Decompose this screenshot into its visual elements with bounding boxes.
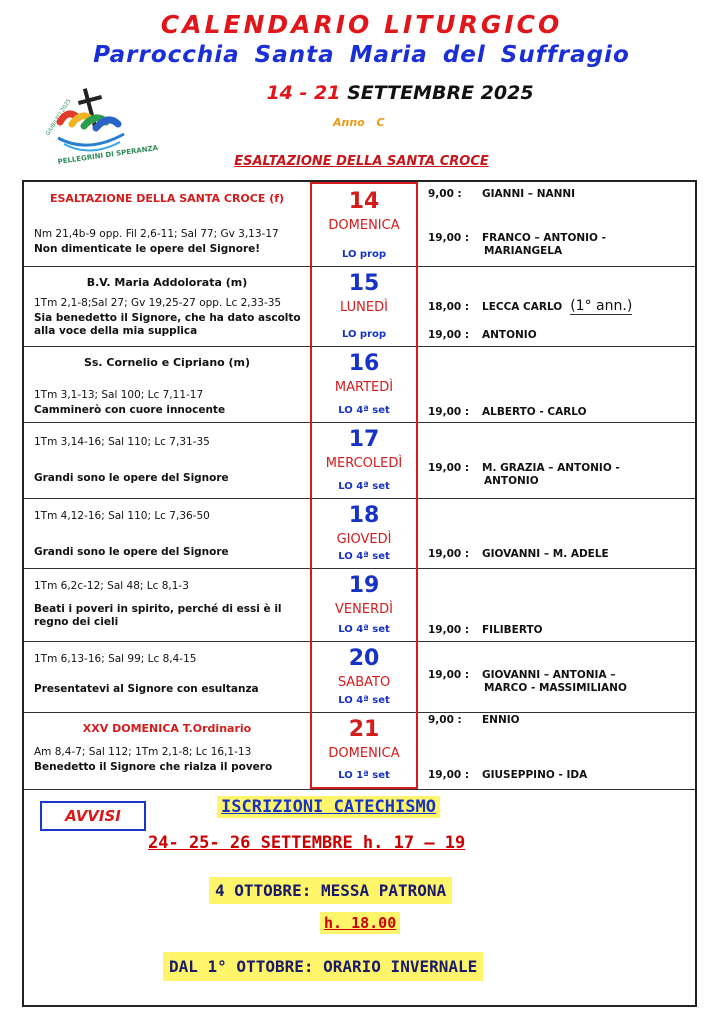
day-number: 17 xyxy=(348,427,380,452)
liturgy-of-hours: LO 4ª set xyxy=(338,405,390,416)
logo-text-bottom: PELLEGRINI DI SPERANZA xyxy=(57,143,159,166)
mass-intention xyxy=(428,232,693,258)
readings: Nm 21,4b-9 opp. Fil 2,6-11; Sal 77; Gv 3,13-17 xyxy=(34,228,279,240)
psalm-antiphon: Grandi sono le opere del Signore xyxy=(34,472,229,484)
mass-intentions-cell xyxy=(420,568,695,641)
mass-time: 19,00 : xyxy=(428,462,470,474)
day-number: 19 xyxy=(348,573,380,598)
readings: 1Tm 3,1-13; Sal 100; Lc 7,11-17 xyxy=(34,389,204,401)
weekday-name: MARTEDÌ xyxy=(334,380,394,395)
saint-name: Ss. Cornelio e Cipriano (m) xyxy=(83,356,251,369)
day-row-19 xyxy=(24,568,695,642)
mass-intention xyxy=(428,462,693,488)
catechism-notice: ISCRIZIONI CATECHISMO xyxy=(217,796,440,818)
mass-time: 19,00 : xyxy=(428,669,470,681)
day-row-18 xyxy=(24,498,695,569)
weekday-name: VENERDÌ xyxy=(335,602,393,617)
mass-names-cont: MARCO - MASSIMILIANO xyxy=(484,682,627,694)
day-row-16 xyxy=(24,346,695,423)
weekday-name: MERCOLEDÌ xyxy=(325,456,403,471)
day-number: 14 xyxy=(348,189,380,214)
day-row-21 xyxy=(24,712,695,790)
day-number: 15 xyxy=(348,271,380,296)
date-cell xyxy=(310,712,418,789)
liturgy-of-hours: LO prop xyxy=(341,249,387,260)
mass-names: GIOVANNI – ANTONIA – xyxy=(482,669,616,681)
saint-name: B.V. Maria Addolorata (m) xyxy=(86,276,248,289)
weekday-name: DOMENICA xyxy=(328,746,400,761)
readings: 1Tm 4,12-16; Sal 110; Lc 7,36-50 xyxy=(34,510,210,522)
day-row-17 xyxy=(24,422,695,499)
date-cell xyxy=(310,182,418,266)
mass-intentions-cell xyxy=(420,498,695,568)
readings: 1Tm 2,1-8;Sal 27; Gv 19,25-27 opp. Lc 2,33-35 xyxy=(34,297,282,309)
weekday-name: LUNEDÌ xyxy=(340,300,388,315)
liturgy-cell xyxy=(24,182,310,266)
mass-names-cont: MARIANGELA xyxy=(484,245,563,257)
parish-name: Parrocchia Santa Maria del Suffragio xyxy=(93,42,630,68)
liturgy-of-hours: LO 1ª set xyxy=(338,770,390,781)
notices-section xyxy=(24,789,695,1005)
liturgy-of-hours: LO prop xyxy=(341,329,387,340)
day-number: 18 xyxy=(348,503,380,528)
mass-names: ALBERTO - CARLO xyxy=(482,406,587,418)
psalm-antiphon: Grandi sono le opere del Signore xyxy=(34,546,229,558)
date-cell xyxy=(310,568,418,641)
liturgy-cell xyxy=(24,498,310,568)
liturgy-cell xyxy=(24,422,310,498)
liturgy-cell xyxy=(24,641,310,712)
avvisi-label: AVVISI xyxy=(40,801,146,831)
mass-time: 19,00 : xyxy=(428,406,470,418)
mass-names: ANTONIO xyxy=(482,329,537,341)
psalm-antiphon: Sia benedetto il Signore, che ha dato ascolto alla voce della mia supplica xyxy=(34,312,301,337)
liturgy-of-hours: LO 4ª set xyxy=(338,624,390,635)
mass-time: 9,00 : xyxy=(428,188,462,200)
calendar-table xyxy=(22,180,697,1007)
readings: 1Tm 6,13-16; Sal 99; Lc 8,4-15 xyxy=(34,653,197,665)
catechism-dates: 24- 25- 26 SETTEMBRE h. 17 – 19 xyxy=(144,833,469,853)
date-cell xyxy=(310,346,418,422)
weekday-name: SABATO xyxy=(337,675,391,690)
mass-time: 19,00 : xyxy=(428,329,470,341)
readings: 1Tm 6,2c-12; Sal 48; Lc 8,1-3 xyxy=(34,580,189,592)
logo-text-top: GIUBILEO 2025 xyxy=(45,98,73,137)
date-cell xyxy=(310,266,418,346)
patronal-mass-notice: 4 OTTOBRE: MESSA PATRONA xyxy=(209,877,452,904)
liturgy-cell xyxy=(24,712,310,789)
mass-intention xyxy=(428,300,693,314)
date-range-month: SETTEMBRE 2025 xyxy=(347,82,534,104)
mass-intention xyxy=(428,406,693,419)
saint-name: XXV DOMENICA T.Ordinario xyxy=(82,722,252,735)
mass-names: ENNIO xyxy=(482,714,520,726)
mass-names: LECCA CARLO xyxy=(482,301,563,313)
day-row-14 xyxy=(24,182,695,267)
document-title: CALENDARIO LITURGICO xyxy=(160,10,563,39)
mass-intention xyxy=(428,624,693,637)
mass-time: 9,00 : xyxy=(428,714,462,726)
psalm-antiphon: Benedetto il Signore che rialza il povero xyxy=(34,761,273,773)
mass-names: GIOVANNI – M. ADELE xyxy=(482,548,609,560)
day-number: 21 xyxy=(348,717,380,742)
psalm-antiphon: Presentatevi al Signore con esultanza xyxy=(34,683,259,695)
liturgy-cell xyxy=(24,346,310,422)
psalm-antiphon: Non dimenticate le opere del Signore! xyxy=(34,243,261,255)
date-cell xyxy=(310,422,418,498)
liturgy-of-hours: LO 4ª set xyxy=(338,551,390,562)
mass-names: GIUSEPPINO - IDA xyxy=(482,769,588,781)
mass-intention xyxy=(428,769,693,782)
mass-time: 19,00 : xyxy=(428,548,470,560)
mass-names: FILIBERTO xyxy=(482,624,543,636)
psalm-antiphon: Beati i poveri in spirito, perché di essi è il regno dei cieli xyxy=(34,603,282,628)
mass-time: 19,00 : xyxy=(428,624,470,636)
mass-names: GIANNI – NANNI xyxy=(482,188,576,200)
mass-intentions-cell xyxy=(420,346,695,422)
psalm-antiphon: Camminerò con cuore innocente xyxy=(34,404,226,416)
liturgical-year: Anno C xyxy=(333,116,385,129)
date-range-days: 14 - 21 xyxy=(266,82,341,104)
day-row-15 xyxy=(24,266,695,347)
mass-intentions-cell xyxy=(420,266,695,346)
date-range xyxy=(150,82,650,104)
liturgy-cell xyxy=(24,568,310,641)
handwritten-note: (1° ann.) xyxy=(570,298,633,314)
date-cell xyxy=(310,641,418,712)
liturgy-of-hours: LO 4ª set xyxy=(338,481,390,492)
mass-intention xyxy=(428,714,693,727)
liturgy-cell xyxy=(24,266,310,346)
saint-name: ESALTAZIONE DELLA SANTA CROCE (f) xyxy=(49,192,285,205)
feast-heading: ESALTAZIONE DELLA SANTA CROCE xyxy=(234,154,489,169)
winter-schedule-notice: DAL 1° OTTOBRE: ORARIO INVERNALE xyxy=(163,952,483,981)
readings: 1Tm 3,14-16; Sal 110; Lc 7,31-35 xyxy=(34,436,210,448)
day-number: 20 xyxy=(348,646,380,671)
mass-intentions-cell xyxy=(420,182,695,266)
mass-intention xyxy=(428,188,693,201)
weekday-name: GIOVEDÌ xyxy=(336,532,392,547)
date-cell xyxy=(310,498,418,568)
mass-time: 19,00 : xyxy=(428,769,470,781)
readings: Am 8,4-7; Sal 112; 1Tm 2,1-8; Lc 16,1-13 xyxy=(34,746,252,758)
day-row-20 xyxy=(24,641,695,713)
mass-time: 19,00 : xyxy=(428,232,470,244)
mass-intention xyxy=(428,329,693,342)
mass-intention xyxy=(428,548,693,561)
mass-time: 18,00 : xyxy=(428,301,470,313)
liturgy-of-hours: LO 4ª set xyxy=(338,695,390,706)
mass-intention xyxy=(428,669,693,695)
patronal-mass-time: h. 18.00 xyxy=(320,912,400,934)
mass-intentions-cell xyxy=(420,712,695,789)
mass-intentions-cell xyxy=(420,422,695,498)
mass-intentions-cell xyxy=(420,641,695,712)
weekday-name: DOMENICA xyxy=(328,218,400,233)
day-number: 16 xyxy=(348,351,380,376)
mass-names: FRANCO – ANTONIO - xyxy=(482,232,607,244)
mass-names: M. GRAZIA – ANTONIO - xyxy=(482,462,620,474)
mass-names-cont: ANTONIO xyxy=(484,475,539,487)
